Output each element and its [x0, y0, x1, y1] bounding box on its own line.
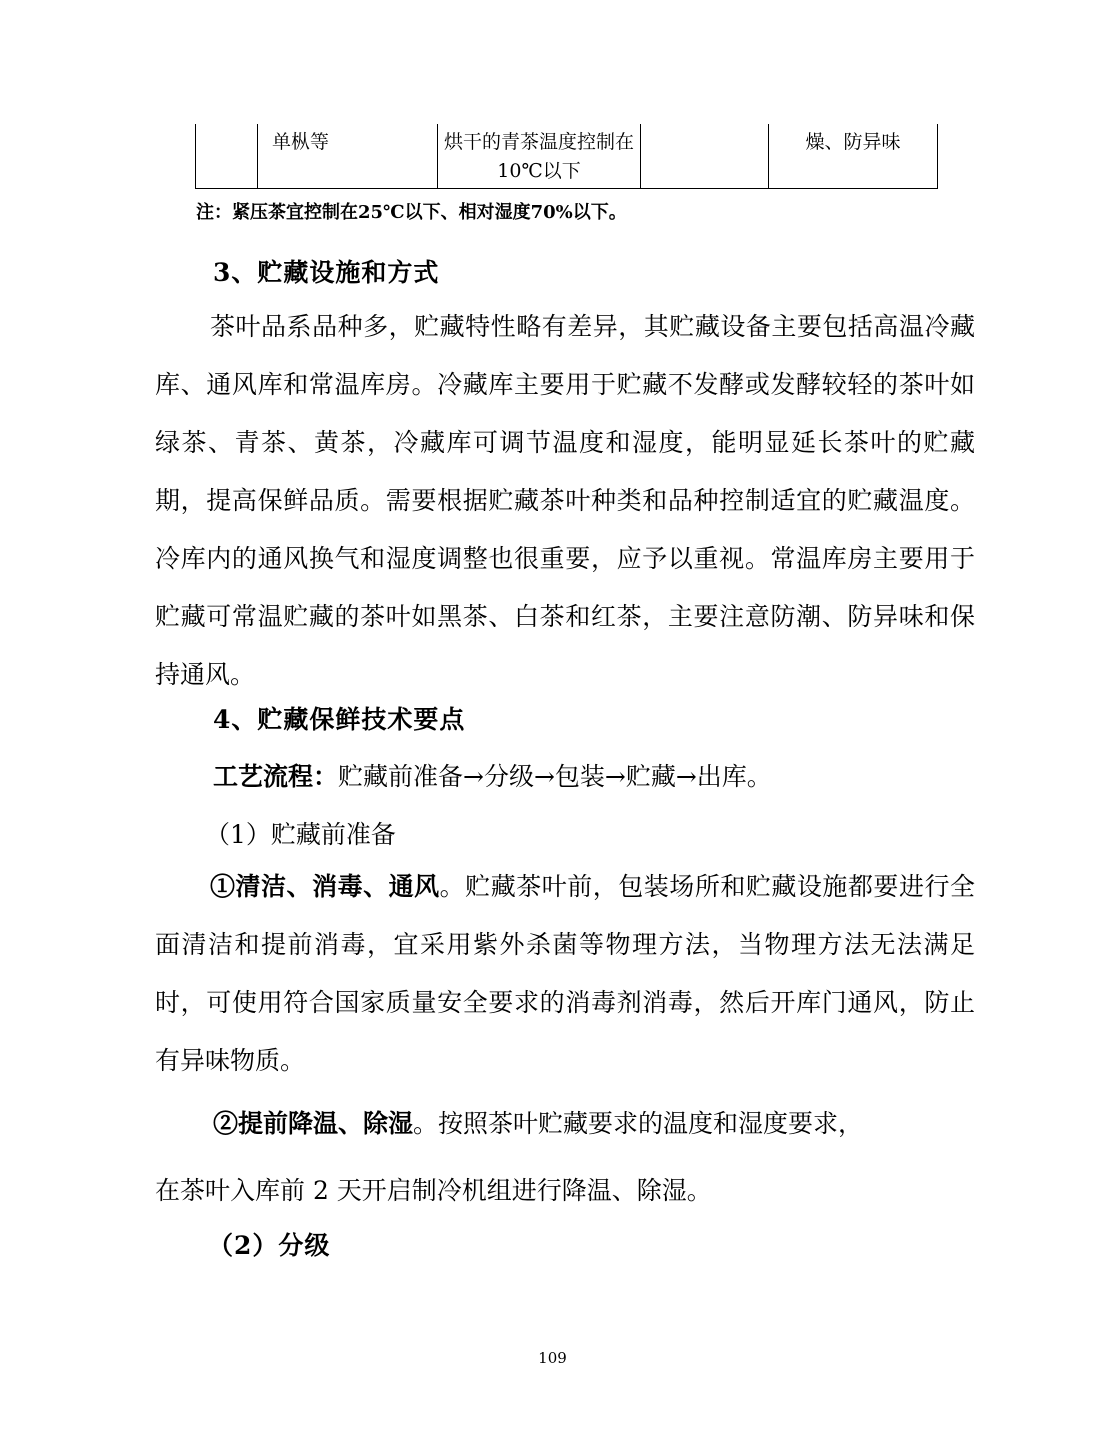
process-flow-line [213, 757, 772, 793]
item-1-text: 。贮藏茶叶前，包装场所和贮藏设施都要进行全面清洁和提前消毒，宜采用紫外杀菌等物理方法，当物理方法无法满足时，可使用符合国家质量安全要求的消毒剂消毒，然后开库门通风，防止有异味物质。 [155, 872, 975, 1075]
item-1-paragraph [155, 858, 975, 1090]
subsection-heading-2: （2）分级 [208, 1231, 331, 1260]
item-2-title: ②提前降温、除湿 [213, 1109, 414, 1138]
process-flow-label: 工艺流程： [213, 762, 339, 791]
process-flow-text: 贮藏前准备→分级→包装→贮藏→出库。 [338, 762, 772, 791]
table-note: 注：紧压茶宜控制在25℃以下、相对湿度70%以下。 [196, 202, 627, 223]
storage-table-continuation [195, 124, 938, 189]
subsection-heading-1: （1）贮藏前准备 [205, 820, 396, 849]
section-heading-4: 4、贮藏保鲜技术要点 [213, 705, 466, 734]
table-row [196, 124, 938, 189]
table-cell: 单枞等 [258, 124, 438, 189]
item-2-text: 。按照茶叶贮藏要求的温度和湿度要求， [413, 1109, 864, 1138]
page-number: 109 [538, 1349, 567, 1367]
section-3-paragraph: 茶叶品系品种多，贮藏特性略有差异，其贮藏设备主要包括高温冷藏库、通风库和常温库房。冷藏库主要用于贮藏不发酵或发酵较轻的茶叶如绿茶、青茶、黄茶，冷藏库可调节温度和湿度，能明显延长茶叶的贮藏期，提高保鲜品质。需要根据贮藏茶叶种类和品种控制适宜的贮藏温度。冷库内的通风换气和湿度调整也很重要，应予以重视。常温库房主要用于贮藏可常温贮藏的茶叶如黑茶、白茶和红茶，主要注意防潮、防异味和保持通风。 [155, 312, 975, 689]
item-2-line-2: 在茶叶入库前 2 天开启制冷机组进行降温、除湿。 [155, 1176, 712, 1205]
section-heading-3: 3、贮藏设施和方式 [213, 258, 440, 287]
table-cell: 燥、防异味 [769, 124, 938, 189]
table-cell: 烘干的青茶温度控制在10℃以下 [438, 124, 641, 189]
table-cell [196, 124, 258, 189]
item-1-title: ①清洁、消毒、通风 [210, 872, 440, 901]
item-2-line-1 [213, 1104, 863, 1140]
table-cell [641, 124, 769, 189]
